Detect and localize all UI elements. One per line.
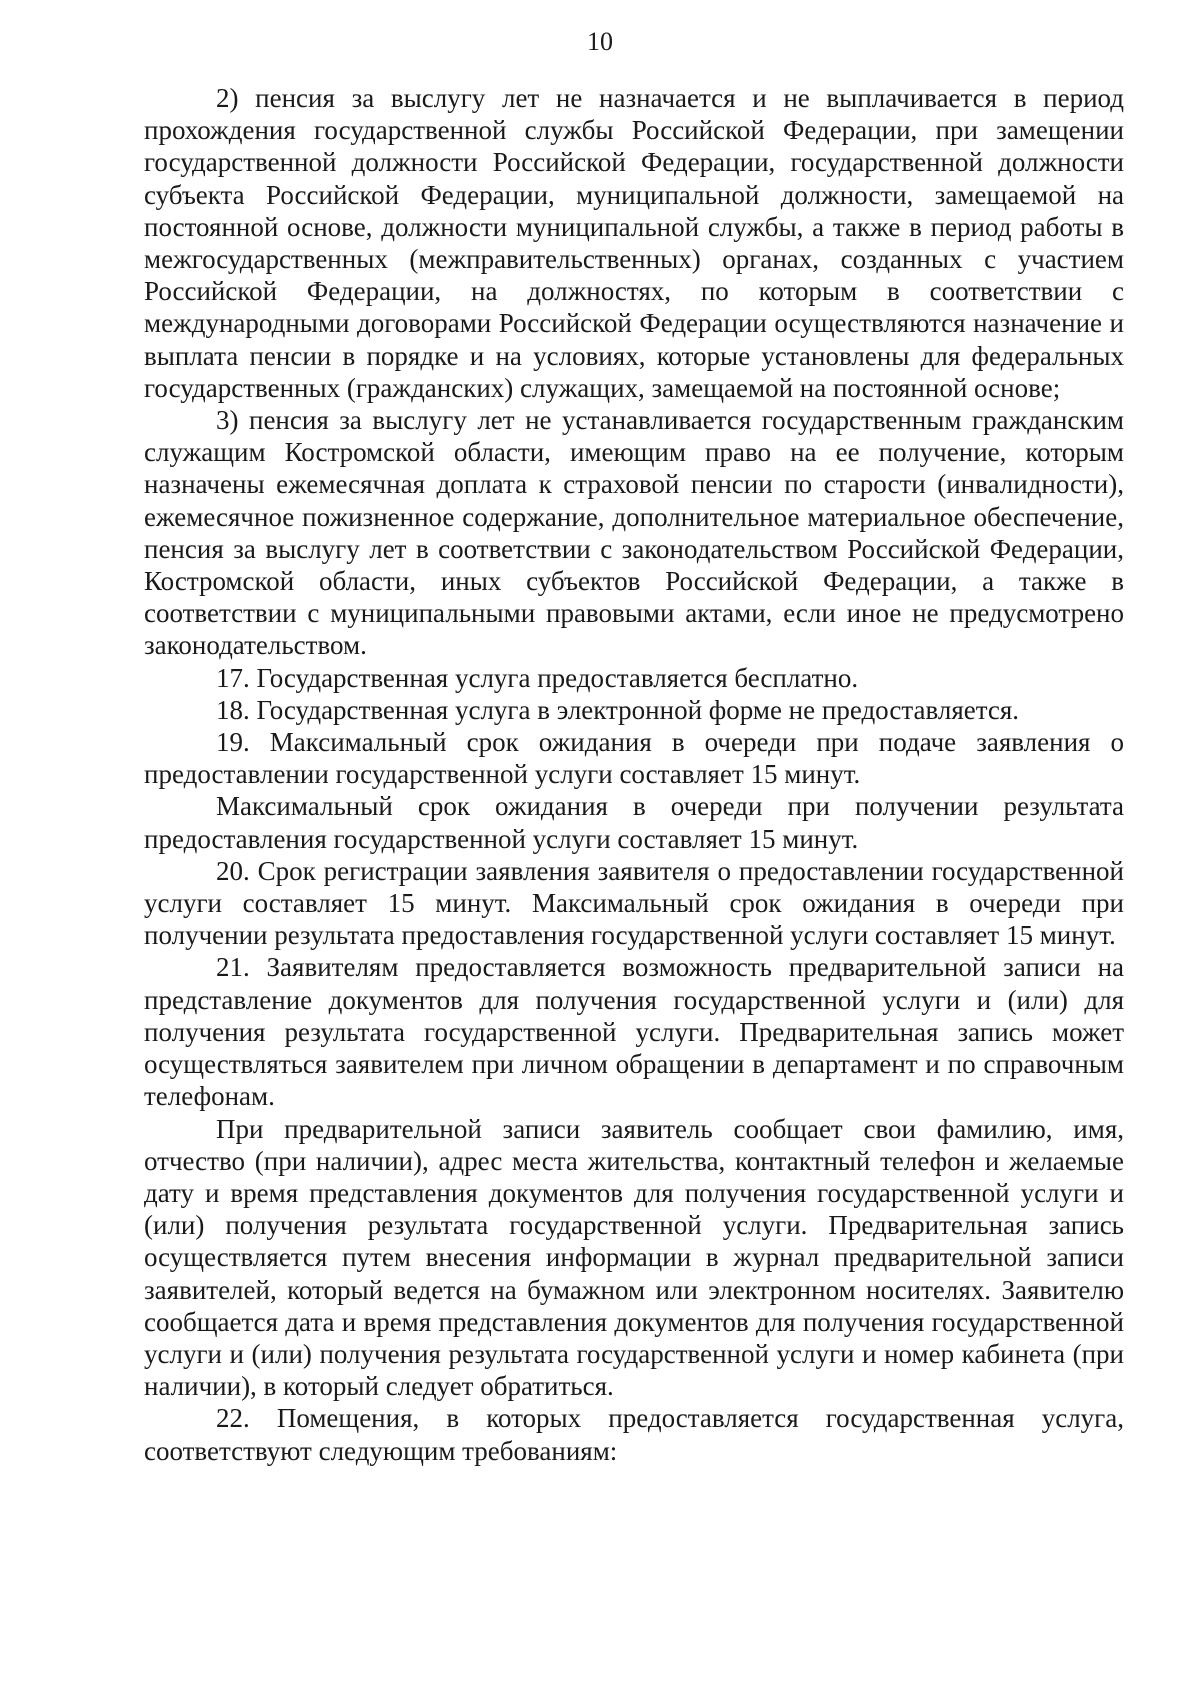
paragraph-19: 19. Максимальный срок ожидания в очереди при подаче заявления о предоставлении государственной услуги составляет 15 минут. bbox=[144, 727, 1124, 790]
paragraph-22: 22. Помещения, в которых предоставляется государственная услуга, соответствуют следующим требованиям: bbox=[144, 1403, 1124, 1466]
paragraph-18: 18. Государственная услуга в электронной форме не предоставляется. bbox=[216, 694, 1019, 725]
paragraph-item-3: 3) пенсия за выслугу лет не устанавливается государственным гражданским служащим Костромской области, имеющим право на ее получение, которым назначены ежемесячная доплата к страховой пенсии по старости (инвалидности), ежемесячное пожизненное содержание, дополнительное материальное обеспечение, пенсия за выслугу лет в соответствии с законодательством Российской Федерации, Костромской области, иных субъектов Российской Федерации, а также в соответствии с муниципальными правовыми актами, если иное не предусмотрено законодательством. bbox=[144, 405, 1124, 661]
page-number: 10 bbox=[587, 27, 613, 56]
paragraph-19-continued: Максимальный срок ожидания в очереди при получении результата предоставления государственной услуги составляет 15 минут. bbox=[144, 791, 1124, 854]
paragraph-21: 21. Заявителям предоставляется возможность предварительной записи на представление документов для получения государственной услуги и (или) для получения результата государственной услуги. Предварительная запись может осуществляться заявителем при личном обращении в департамент и по справочным телефонам. bbox=[144, 952, 1124, 1112]
document-body bbox=[144, 82, 1124, 1467]
paragraph-21-continued: При предварительной записи заявитель сообщает свои фамилию, имя, отчество (при наличии), адрес места жительства, контактный телефон и желаемые дату и время представления документов для получения государственной услуги и (или) получения результата государственной услуги. Предварительная запись осуществляется путем внесения информации в журнал предварительной записи заявителей, который ведется на бумажном или электронном носителях. Заявителю сообщается дата и время представления документов для получения государственной услуги и (или) получения результата государственной услуги и номер кабинета (при наличии), в который следует обратиться. bbox=[144, 1113, 1124, 1402]
paragraph-item-2: 2) пенсия за выслугу лет не назначается и не выплачивается в период прохождения государственной службы Российской Федерации, при замещении государственной должности Российской Федерации, государственной должности субъекта Российской Федерации, муниципальной должности, замещаемой на постоянной основе, должности муниципальной службы, а также в период работы в межгосударственных (межправительственных) органах, созданных с участием Российской Федерации, на должностях, по которым в соответствии с международными договорами Российской Федерации осуществляются назначение и выплата пенсии в порядке и на условиях, которые установлены для федеральных государственных (гражданских) служащих, замещаемой на постоянной основе; bbox=[144, 83, 1124, 403]
paragraph-17: 17. Государственная услуга предоставляется бесплатно. bbox=[216, 662, 859, 693]
paragraph-20: 20. Срок регистрации заявления заявителя о предоставлении государственной услуги составляет 15 минут. Максимальный срок ожидания в очереди при получении результата предоставления государственной услуги составляет 15 минут. bbox=[144, 855, 1124, 951]
